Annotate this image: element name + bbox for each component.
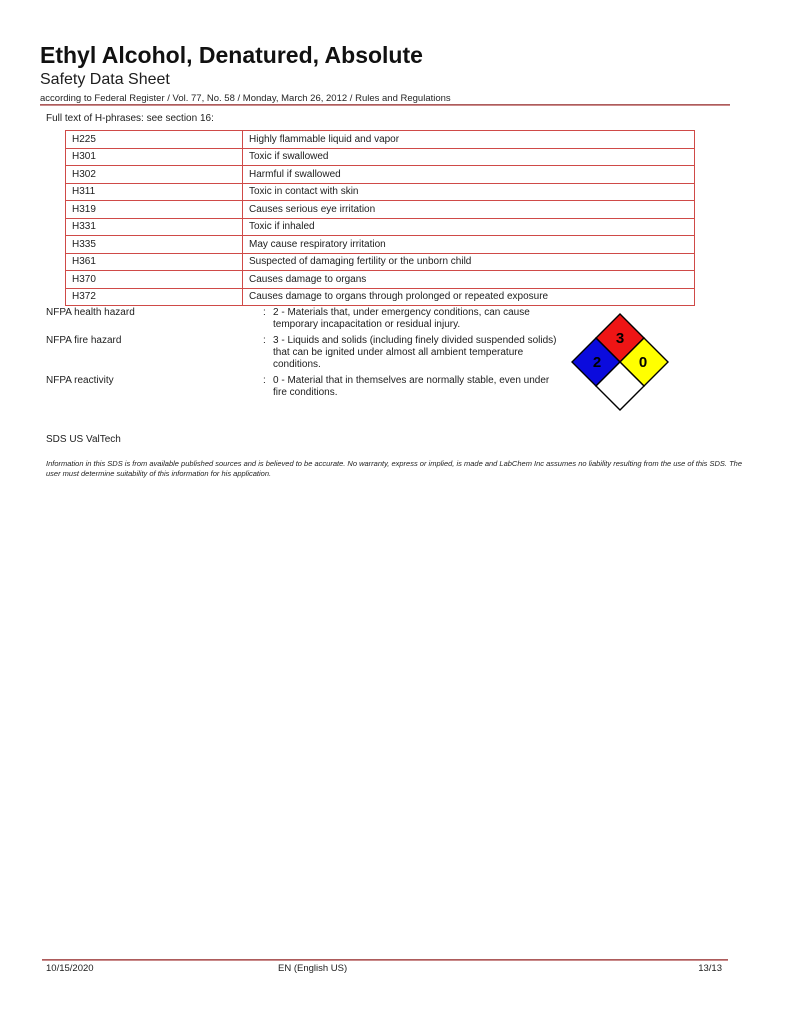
nfpa-fire-value: 3 bbox=[615, 330, 625, 347]
header-divider bbox=[40, 104, 730, 106]
h-code-cell: H319 bbox=[66, 201, 243, 219]
h-code-cell: H372 bbox=[66, 288, 243, 306]
table-row bbox=[66, 271, 695, 289]
h-text-cell: Causes damage to organs through prolonged or repeated exposure bbox=[243, 288, 695, 306]
h-text-cell: Harmful if swallowed bbox=[243, 166, 695, 184]
colon-separator: : bbox=[263, 375, 266, 386]
footer-divider bbox=[42, 959, 728, 961]
h-code-cell: H302 bbox=[66, 166, 243, 184]
h-text-cell: Causes damage to organs bbox=[243, 271, 695, 289]
nfpa-fire-description: 3 - Liquids and solids (including finely divided suspended solids) that can be ignited under almost all ambient temperature conditions. bbox=[273, 335, 557, 370]
h-code-cell: H301 bbox=[66, 148, 243, 166]
table-row bbox=[66, 201, 695, 219]
table-row bbox=[66, 218, 695, 236]
footer-page-number: 13/13 bbox=[698, 963, 722, 974]
table-row bbox=[66, 253, 695, 271]
nfpa-diamond-icon bbox=[570, 312, 670, 412]
footer-date: 10/15/2020 bbox=[46, 963, 94, 974]
h-text-cell: May cause respiratory irritation bbox=[243, 236, 695, 254]
nfpa-reactivity-description: 0 - Material that in themselves are normally stable, even under fire conditions. bbox=[273, 375, 550, 398]
page-subtitle: Safety Data Sheet bbox=[40, 71, 170, 88]
nfpa-fire-label: NFPA fire hazard bbox=[46, 335, 122, 346]
table-row bbox=[66, 166, 695, 184]
nfpa-fire-row bbox=[46, 335, 570, 371]
table-row bbox=[66, 148, 695, 166]
nfpa-health-row bbox=[46, 307, 570, 331]
table-row bbox=[66, 288, 695, 306]
disclaimer-text: Information in this SDS is from available published sources and is believed to be accurate. No warranty, express or implied, is made and LabChem Inc assumes no liability resulting from the use of this SDS. The user must determine suitability of this information for his application. bbox=[46, 459, 743, 478]
h-text-cell: Causes serious eye irritation bbox=[243, 201, 695, 219]
nfpa-ratings-section bbox=[46, 307, 570, 403]
nfpa-reactivity-value: 0 bbox=[638, 354, 648, 371]
nfpa-health-label: NFPA health hazard bbox=[46, 307, 135, 318]
h-code-cell: H361 bbox=[66, 253, 243, 271]
h-text-cell: Suspected of damaging fertility or the unborn child bbox=[243, 253, 695, 271]
table-row bbox=[66, 183, 695, 201]
nfpa-reactivity-label: NFPA reactivity bbox=[46, 375, 114, 386]
regulation-reference: according to Federal Register / Vol. 77, No. 58 / Monday, March 26, 2012 / Rules and Regulations bbox=[40, 93, 451, 104]
colon-separator: : bbox=[263, 335, 266, 346]
nfpa-health-value: 2 bbox=[592, 354, 602, 371]
h-code-cell: H370 bbox=[66, 271, 243, 289]
h-code-cell: H335 bbox=[66, 236, 243, 254]
h-code-cell: H225 bbox=[66, 131, 243, 149]
nfpa-health-description: 2 - Materials that, under emergency conditions, can cause temporary incapacitation or residual injury. bbox=[273, 307, 530, 330]
h-text-cell: Toxic if swallowed bbox=[243, 148, 695, 166]
table-row bbox=[66, 236, 695, 254]
page-title: Ethyl Alcohol, Denatured, Absolute bbox=[40, 42, 423, 68]
h-code-cell: H331 bbox=[66, 218, 243, 236]
sds-variant-label: SDS US ValTech bbox=[46, 434, 121, 445]
footer-language: EN (English US) bbox=[278, 963, 348, 974]
h-phrases-table bbox=[65, 130, 695, 306]
table-row bbox=[66, 131, 695, 149]
h-phrases-intro: Full text of H-phrases: see section 16: bbox=[46, 113, 214, 124]
nfpa-reactivity-row bbox=[46, 375, 570, 399]
h-code-cell: H311 bbox=[66, 183, 243, 201]
h-text-cell: Toxic in contact with skin bbox=[243, 183, 695, 201]
h-text-cell: Highly flammable liquid and vapor bbox=[243, 131, 695, 149]
colon-separator: : bbox=[263, 307, 266, 318]
h-text-cell: Toxic if inhaled bbox=[243, 218, 695, 236]
